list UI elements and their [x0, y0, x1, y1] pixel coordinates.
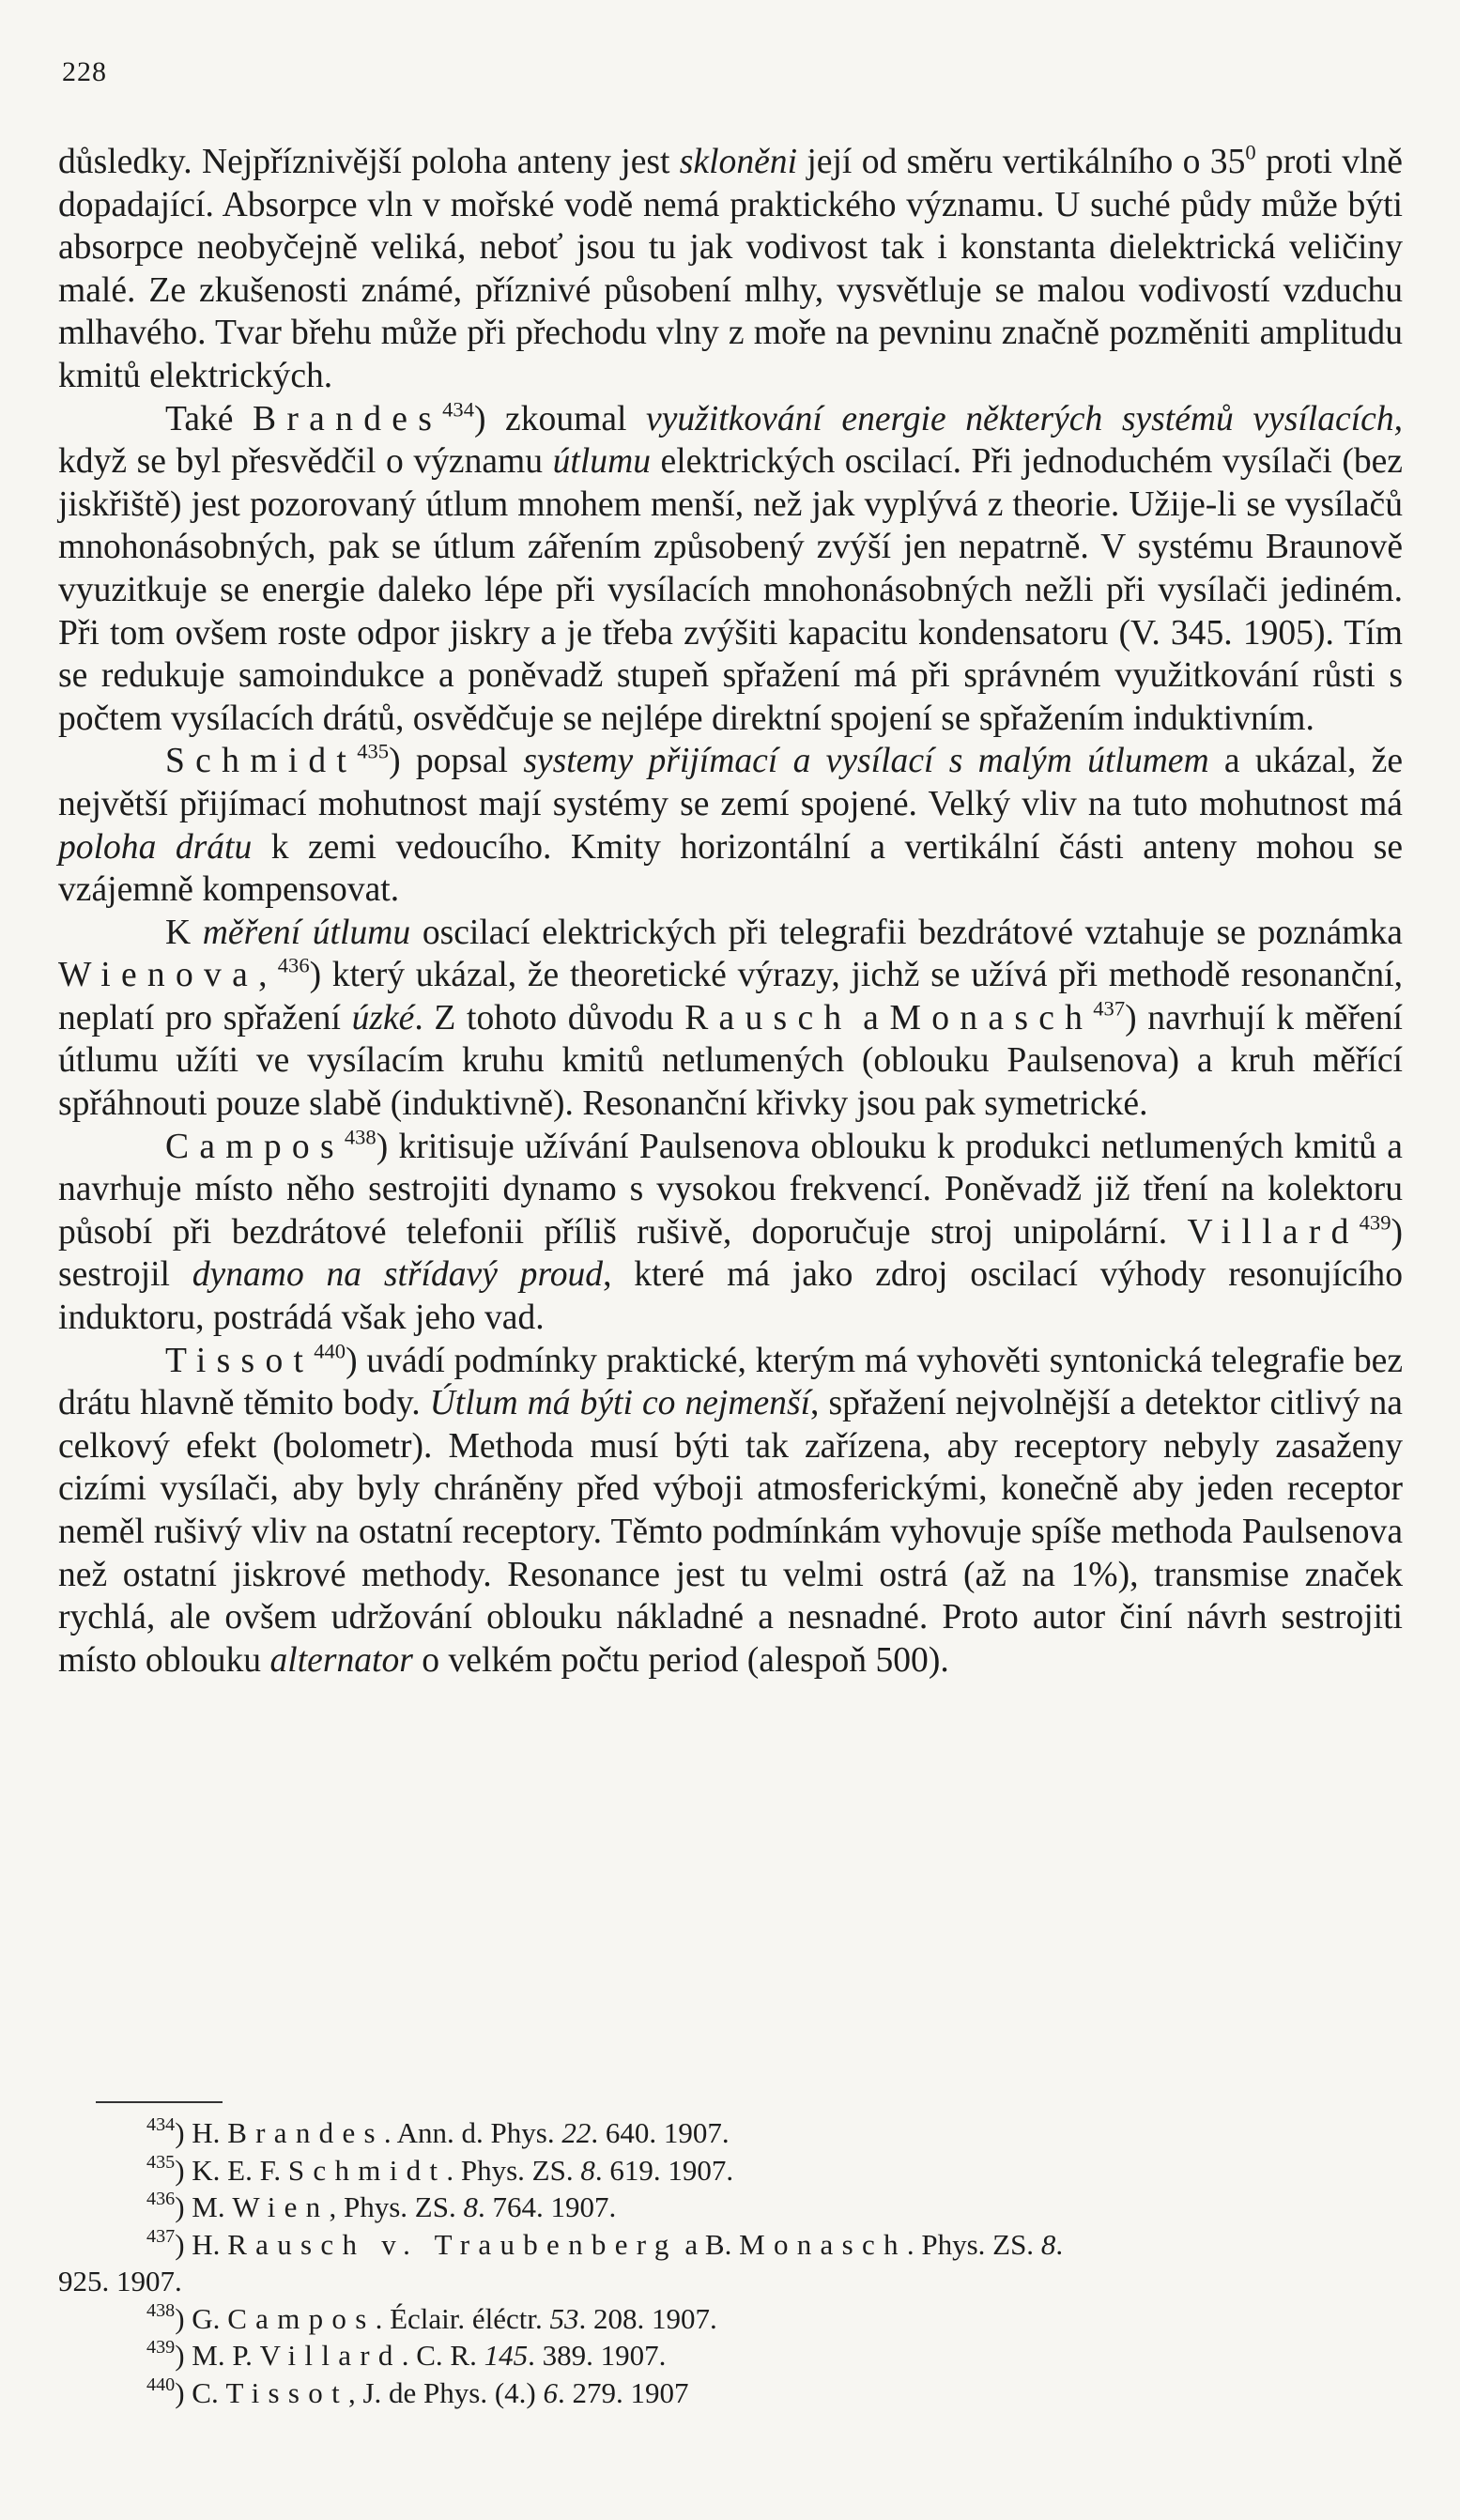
body-text	[58, 141, 1403, 1682]
italic-text: systemy přijímací a vysílací s malým útlumem	[523, 742, 1209, 781]
italic-text: měření útlumu	[202, 913, 411, 952]
paragraph	[58, 398, 1403, 741]
spaced-name: Schmidt	[287, 2153, 447, 2187]
footnote-number-value: 436	[146, 2188, 176, 2209]
text-run: K	[165, 913, 203, 952]
italic-text: dynamo na střídavý proud	[192, 1255, 604, 1295]
paragraph	[58, 1340, 1403, 1683]
footnote	[58, 2374, 1403, 2412]
footnote-number: $^{434}$)	[146, 2113, 192, 2149]
footnote-ref: 438	[344, 1125, 377, 1148]
text-run: Také	[165, 399, 254, 438]
spaced-name: Brandes	[227, 2116, 384, 2149]
italic-text: 8	[463, 2190, 478, 2223]
footnote-rule	[96, 2101, 223, 2103]
italic-text: využitkování energie některých systémů vysílacích,	[646, 399, 1404, 438]
footnote	[58, 2189, 1403, 2226]
italic-text: skloněni	[679, 143, 798, 181]
text-run: M.	[192, 2190, 233, 2223]
footnote-number-value: 440	[146, 2374, 176, 2395]
text-run: a ukázal, že největší přijímací mohutnost mají systémy se zemí spojené. Velký vliv na tuto mohutnost má	[58, 742, 1404, 823]
footnote-number: $^{438}$)	[146, 2299, 192, 2335]
spaced-name: Monasch	[739, 2227, 907, 2261]
text-run: o velkém počtu period (alespoň 500).	[412, 1640, 949, 1680]
footnote	[58, 2300, 1403, 2338]
paragraph	[58, 912, 1403, 1126]
text-run: . Phys. ZS.	[446, 2153, 581, 2187]
footnote-ref: 437	[1093, 996, 1126, 1021]
text-run: G.	[192, 2301, 228, 2335]
footnote-number: $^{439}$)	[146, 2336, 192, 2372]
spaced-name: Rausch v. Traubenberg	[227, 2227, 678, 2261]
spaced-name: Brandes	[253, 399, 443, 438]
text-run: ) sestrojil	[58, 1212, 1403, 1295]
text-run: oscilací elektrických při telegrafii bezdrátové vztahuje se poznámka	[410, 913, 1403, 952]
italic-text: 53	[549, 2301, 579, 2335]
text-run: . 389. 1907.	[528, 2339, 667, 2372]
footnote-number-value: 434	[146, 2113, 176, 2135]
text-run: .	[1055, 2227, 1064, 2261]
italic-text: 145	[484, 2339, 529, 2372]
spaced-name: Monasch	[889, 998, 1094, 1037]
text-run: ) který ukázal, že theoretické výrazy, jichž se užívá při methodě resonanční, neplatí pro spřažení	[58, 956, 1403, 1037]
text-run: , Phys. ZS.	[329, 2190, 464, 2223]
footnote-ref: 439	[1359, 1210, 1391, 1235]
text-run: a	[852, 998, 890, 1037]
footnote-ref: 435	[357, 739, 390, 763]
footnote-number: $^{436}$)	[146, 2188, 192, 2223]
page-number: 228	[62, 56, 107, 87]
text-run: . 279. 1907	[558, 2375, 689, 2409]
spaced-name: Villard	[1187, 1212, 1360, 1252]
spaced-name: Schmidt	[165, 742, 358, 781]
text-run: . 640. 1907.	[591, 2116, 730, 2149]
text-run: H.	[192, 2116, 228, 2149]
text-run: ) popsal	[389, 742, 524, 781]
text-run: a B.	[677, 2227, 740, 2261]
text-run: ) navrhují k měření útlumu užíti ve vysílacím kruhu kmitů netlumených (oblouku Paulsenova) a kruh měřící spřáhnouti pouze slabě (induktivně). Resonanční křivky jsou pak symetrické.	[58, 998, 1403, 1124]
text-run: . Z tohoto důvodu	[414, 998, 685, 1037]
footnote	[58, 2337, 1403, 2374]
paragraph	[58, 740, 1403, 911]
text-run: elektrických oscilací. Při jednoduchém vysílači (bez jiskřiště) jest pozorovaný útlum mnohem menší, než jak vyplývá z theorie. Užije-li se vysílačů mnohonásobných, pak se útlum zářením způsobený zvýší jen nepatrně. V systému Braunově vyuzitkuje se energie daleko lépe při vysílacích mnohonásobných nežli při vysílači jediném. Při tom ovšem roste odpor jiskry a je třeba zvýšiti kapacitu kondensatoru (V. 345. 1905). Tím se redukuje samoindukce a poněvadž stupeň spřažení má při správném využitkování růsti s počtem vysílacích drátů, osvědčuje se nejlépe direktní spojení se spřažením induktivním.	[58, 442, 1403, 738]
footnote-ref: 436	[277, 953, 310, 977]
italic-text: poloha drátu	[58, 827, 253, 867]
text-run: když se byl přesvědčil o významu	[58, 442, 553, 482]
text-run: její od směru vertikálního o 35	[797, 143, 1246, 181]
spaced-name: Campos	[227, 2301, 376, 2335]
spaced-name: Rausch	[684, 998, 853, 1037]
footnote	[58, 2152, 1403, 2190]
footnote-ref: 440	[314, 1338, 346, 1362]
text-run: , které má jako zdroj oscilací výhody resonujícího induktoru, postrádá však jeho vad.	[58, 1255, 1404, 1338]
text-run: . C. R.	[401, 2339, 484, 2372]
text-run: ) uvádí podmínky praktické, kterým má vyhověti syntonická telegrafie bez drátu hlavně těmito body.	[58, 1341, 1403, 1423]
italic-text: 22	[561, 2116, 592, 2149]
footnote-number-value: 437	[146, 2225, 176, 2247]
paragraph	[58, 1126, 1403, 1340]
spaced-name: Tissot	[225, 2375, 348, 2409]
text-run: K. E. F.	[192, 2153, 288, 2187]
text-run: . 619. 1907.	[594, 2153, 734, 2187]
text-run: . 764. 1907.	[477, 2190, 617, 2223]
italic-text: Útlum má býti co nejmenší	[429, 1384, 811, 1423]
text-run: . Phys. ZS.	[906, 2227, 1041, 2261]
italic-text: úzké	[351, 998, 415, 1037]
footnote-number: $^{437}$)	[146, 2225, 192, 2261]
italic-text: alternator	[269, 1640, 413, 1680]
spaced-name: Wien	[232, 2190, 330, 2223]
footnote-ref: 434	[442, 396, 474, 421]
footnote-number-value: 439	[146, 2336, 176, 2358]
spaced-name: Villard	[259, 2339, 402, 2372]
spaced-name: Campos	[165, 1127, 345, 1166]
text-run: , spřažení nejvolnější a detektor citlivý na celkový efekt (bolometr). Methoda musí býti tak zařízena, aby receptory nebyly zasaženy cizími vysílači, aby byly chráněny před výboji atmosferickými, konečně aby jeden receptor neměl rušivý vliv na ostatní receptory. Těmto podmínkám vyhovuje spíše methoda Paulsenova než ostatní jiskrové methody. Resonance jest tu velmi ostrá (až na 1%), transmise značek rychlá, ale ovšem udržování oblouku nákladné a nesnadné. Proto autor činí návrh sestrojiti místo oblouku	[58, 1384, 1403, 1680]
italic-text: 8	[580, 2153, 595, 2187]
text-run: k zemi vedoucího. Kmity horizontální a vertikální části anteny mohou se vzájemně kompensovat.	[58, 827, 1403, 910]
italic-text: 8	[1040, 2227, 1056, 2261]
text-run: důsledky. Nejpříznivější poloha anteny jest	[58, 143, 680, 181]
text-run: proti vlně dopadající. Absorpce vln v mořské vodě nemá praktického významu. U suché půdy může býti absorpce neobyčejně veliká, neboť jsou tu jak vodivost tak i konstanta dielektrická veličiny malé. Ze zkušenosti známé, příznivé působení mlhy, vysvětluje se malou vodivostí vzduchu mlhavého. Tvar břehu může při přechodu vlny z moře na pevninu značně pozměniti amplitudu kmitů elektrických.	[58, 143, 1403, 395]
footnote-ref: 0	[1245, 140, 1256, 164]
spaced-name: Wienova,	[58, 956, 278, 995]
footnotes	[58, 2114, 1403, 2411]
paragraph	[58, 141, 1403, 398]
spaced-name: Tissot	[165, 1341, 315, 1380]
footnote-number-value: 438	[146, 2299, 176, 2321]
footnote-continuation: 925. 1907.	[58, 2265, 182, 2297]
text-run: , J. de Phys. (4.)	[347, 2375, 544, 2409]
footnote	[58, 2114, 1403, 2152]
text-run: M. P.	[192, 2339, 260, 2372]
italic-text: útlumu	[552, 442, 651, 482]
text-run: . Éclair. éléctr.	[375, 2301, 550, 2335]
text-run: ) kritisuje užívání Paulsenova oblouku k produkci netlumených kmitů a navrhuje místo něho sestrojiti dynamo s vysokou frekvencí. Poněvadž již tření na kolektoru působí při bezdrátové telefonii příliš rušivě, doporučuje stroj unipolární.	[58, 1127, 1403, 1252]
text-run: . 208. 1907.	[578, 2301, 717, 2335]
text-run: ) zkoumal	[473, 399, 647, 438]
italic-text: 6	[543, 2375, 559, 2409]
footnote-number: $^{435}$)	[146, 2151, 192, 2187]
text-run: H.	[192, 2227, 228, 2261]
text-run: C.	[192, 2375, 226, 2409]
footnote-number-value: 435	[146, 2151, 176, 2173]
text-run: . Ann. d. Phys.	[383, 2116, 562, 2149]
footnote-number: $^{440}$)	[146, 2374, 192, 2409]
footnote	[58, 2226, 1403, 2300]
